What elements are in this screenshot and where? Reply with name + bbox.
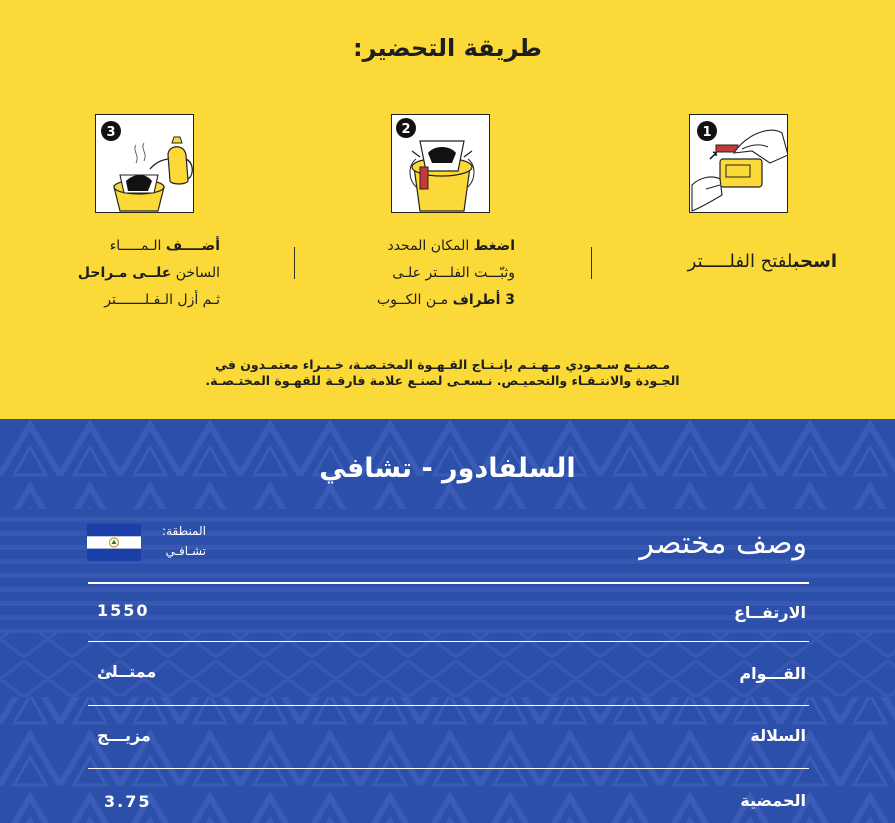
about-text <box>190 357 695 389</box>
about-line-1: مـصـنـع سـعـودي مـهـتـم بإنـتـاج القـهـوة المختـصـة، خـبـراء معتمـدون في <box>215 357 670 372</box>
step-2-line3-bold: 3 أطراف <box>452 292 515 308</box>
altitude-value: 1550 <box>97 601 150 620</box>
step-1-text-bold: اسحب <box>792 251 837 272</box>
acidity-label: الحمضية <box>740 791 806 810</box>
step-3-line2: الساخن <box>175 265 220 281</box>
region-value: تشـافـي <box>165 544 206 558</box>
body-value: ممتــلئ <box>97 662 157 681</box>
el-salvador-flag-icon <box>87 524 141 561</box>
step-2-number: 2 <box>401 122 411 137</box>
step-3-line3: ثـم أزل الـفـلـــــــتر <box>104 292 220 308</box>
step-1-text-rest: لفتح الفلـــــتر <box>687 251 793 272</box>
step-2-line3: مـن الكــوب <box>376 292 449 308</box>
step-2-line2: وثبّـــت الفلـــتر علـى <box>392 265 515 281</box>
step-divider <box>591 247 592 279</box>
body-label: القـــوام <box>739 664 806 683</box>
variety-label: السلالة <box>750 726 806 745</box>
step-3-line1-bold: أضــــف <box>165 238 220 254</box>
preparation-title: طريقة التحضير: <box>352 34 543 62</box>
row-divider <box>88 768 809 769</box>
row-divider <box>88 705 809 706</box>
step-2-line1-bold: اضغط <box>473 238 515 254</box>
altitude-label: الارتفــاع <box>733 603 806 622</box>
step-1-number: 1 <box>702 125 712 140</box>
step-1-text <box>600 247 837 277</box>
short-description-heading: وصف مختصر <box>639 526 807 561</box>
step-3-number: 3 <box>106 125 116 140</box>
region-label: المنطقة: <box>162 524 206 538</box>
step-divider <box>294 247 295 279</box>
variety-value: مزيـــج <box>97 726 151 745</box>
coffee-title: السلفادور - تشافي <box>319 453 576 484</box>
step-3-illustration <box>95 114 194 213</box>
step-1-illustration <box>689 114 788 213</box>
step-2-text <box>330 233 515 314</box>
row-divider <box>88 641 809 642</box>
coffee-details-section <box>0 419 895 823</box>
step-3-line2-bold: علــى مـراحل <box>77 265 172 281</box>
step-2-line1: المكان المحدد <box>387 238 470 254</box>
acidity-value: 3.75 <box>104 792 152 811</box>
about-line-2: الجـودة والانتـقـاء والتحميـص. نـسعـى لصنـع علامة فارقـة للقهـوة المختـصـة. <box>205 373 680 388</box>
step-3-text <box>40 233 220 314</box>
step-2-illustration <box>391 114 490 213</box>
step-3-line1: الـمـــــاء <box>109 238 162 254</box>
header-divider <box>88 582 809 584</box>
